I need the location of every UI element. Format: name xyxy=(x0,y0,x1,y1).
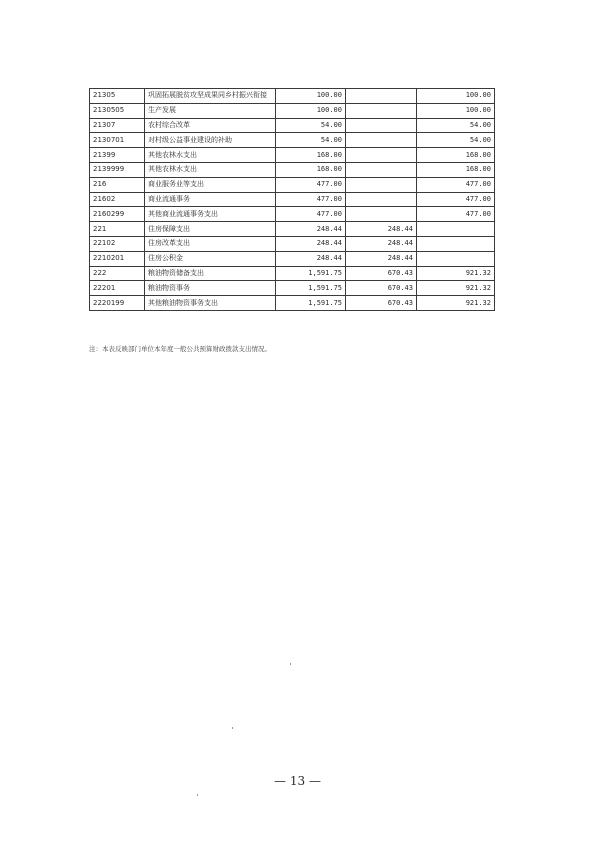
table-row xyxy=(90,266,495,281)
cell-subject-code: 21307 xyxy=(90,118,145,133)
table-row xyxy=(90,222,495,237)
cell-subject-name: 粮油物资储备支出 xyxy=(145,266,276,281)
cell-subject-code: 2210201 xyxy=(90,251,145,266)
cell-subject-code: 22102 xyxy=(90,236,145,251)
cell-basic-expenditure xyxy=(346,148,417,163)
scan-speck xyxy=(197,794,198,796)
cell-basic-expenditure: 670.43 xyxy=(346,296,417,311)
cell-total: 248.44 xyxy=(276,222,346,237)
cell-project-expenditure: 100.00 xyxy=(417,103,495,118)
cell-subject-code: 2220199 xyxy=(90,296,145,311)
cell-total: 248.44 xyxy=(276,251,346,266)
cell-basic-expenditure xyxy=(346,89,417,104)
cell-subject-code: 221 xyxy=(90,222,145,237)
cell-subject-name: 农村综合改革 xyxy=(145,118,276,133)
cell-total: 100.00 xyxy=(276,103,346,118)
table-row xyxy=(90,133,495,148)
table-row xyxy=(90,89,495,104)
cell-basic-expenditure xyxy=(346,192,417,207)
cell-project-expenditure xyxy=(417,222,495,237)
cell-project-expenditure: 921.32 xyxy=(417,296,495,311)
cell-basic-expenditure xyxy=(346,177,417,192)
cell-basic-expenditure xyxy=(346,103,417,118)
cell-subject-code: 2160299 xyxy=(90,207,145,222)
cell-project-expenditure: 477.00 xyxy=(417,207,495,222)
cell-subject-name: 巩固拓展脱贫攻坚成果同乡村振兴衔接 xyxy=(145,89,276,104)
table-row xyxy=(90,118,495,133)
cell-total: 54.00 xyxy=(276,118,346,133)
cell-total: 168.00 xyxy=(276,162,346,177)
table-row xyxy=(90,192,495,207)
cell-subject-name: 对村级公益事业建设的补助 xyxy=(145,133,276,148)
cell-total: 168.00 xyxy=(276,148,346,163)
table-row xyxy=(90,162,495,177)
cell-subject-code: 2130505 xyxy=(90,103,145,118)
cell-total: 1,591.75 xyxy=(276,266,346,281)
page-number: — 13 — xyxy=(274,774,321,788)
cell-subject-code: 22201 xyxy=(90,281,145,296)
cell-subject-code: 21399 xyxy=(90,148,145,163)
cell-total: 248.44 xyxy=(276,236,346,251)
cell-subject-code: 2139999 xyxy=(90,162,145,177)
cell-project-expenditure: 477.00 xyxy=(417,177,495,192)
cell-project-expenditure: 477.00 xyxy=(417,192,495,207)
table-row xyxy=(90,236,495,251)
cell-project-expenditure xyxy=(417,236,495,251)
cell-subject-name: 其他粮油物资事务支出 xyxy=(145,296,276,311)
cell-basic-expenditure: 248.44 xyxy=(346,222,417,237)
cell-project-expenditure: 921.32 xyxy=(417,266,495,281)
cell-project-expenditure: 54.00 xyxy=(417,133,495,148)
cell-total: 54.00 xyxy=(276,133,346,148)
table-row xyxy=(90,296,495,311)
cell-subject-name: 粮油物资事务 xyxy=(145,281,276,296)
table-footnote: 注：本表反映部门单位本年度一般公共预算财政拨款支出情况。 xyxy=(89,345,271,353)
table-row xyxy=(90,177,495,192)
cell-basic-expenditure: 670.43 xyxy=(346,266,417,281)
cell-total: 477.00 xyxy=(276,192,346,207)
table-row xyxy=(90,281,495,296)
table-row xyxy=(90,103,495,118)
table-body xyxy=(90,89,495,311)
cell-subject-name: 商业流通事务 xyxy=(145,192,276,207)
cell-total: 100.00 xyxy=(276,89,346,104)
cell-project-expenditure: 168.00 xyxy=(417,148,495,163)
cell-project-expenditure: 100.00 xyxy=(417,89,495,104)
cell-basic-expenditure xyxy=(346,118,417,133)
cell-subject-name: 生产发展 xyxy=(145,103,276,118)
scan-speck xyxy=(232,727,233,729)
cell-subject-code: 222 xyxy=(90,266,145,281)
cell-basic-expenditure: 248.44 xyxy=(346,236,417,251)
cell-total: 1,591.75 xyxy=(276,296,346,311)
cell-basic-expenditure xyxy=(346,207,417,222)
cell-basic-expenditure: 670.43 xyxy=(346,281,417,296)
scan-speck xyxy=(290,663,291,665)
cell-basic-expenditure xyxy=(346,133,417,148)
cell-subject-code: 2130701 xyxy=(90,133,145,148)
cell-total: 477.00 xyxy=(276,207,346,222)
cell-project-expenditure: 921.32 xyxy=(417,281,495,296)
cell-subject-name: 其他商业流通事务支出 xyxy=(145,207,276,222)
cell-subject-name: 其他农林水支出 xyxy=(145,148,276,163)
cell-subject-name: 其他农林水支出 xyxy=(145,162,276,177)
cell-subject-code: 21602 xyxy=(90,192,145,207)
table-row xyxy=(90,251,495,266)
cell-total: 1,591.75 xyxy=(276,281,346,296)
cell-project-expenditure: 168.00 xyxy=(417,162,495,177)
cell-project-expenditure xyxy=(417,251,495,266)
cell-subject-code: 21305 xyxy=(90,89,145,104)
cell-project-expenditure: 54.00 xyxy=(417,118,495,133)
cell-basic-expenditure: 248.44 xyxy=(346,251,417,266)
cell-subject-name: 住房公积金 xyxy=(145,251,276,266)
budget-expenditure-table xyxy=(89,88,495,311)
table-row xyxy=(90,148,495,163)
cell-basic-expenditure xyxy=(346,162,417,177)
cell-subject-code: 216 xyxy=(90,177,145,192)
table-row xyxy=(90,207,495,222)
cell-subject-name: 商业服务业等支出 xyxy=(145,177,276,192)
cell-total: 477.00 xyxy=(276,177,346,192)
cell-subject-name: 住房保障支出 xyxy=(145,222,276,237)
cell-subject-name: 住房改革支出 xyxy=(145,236,276,251)
